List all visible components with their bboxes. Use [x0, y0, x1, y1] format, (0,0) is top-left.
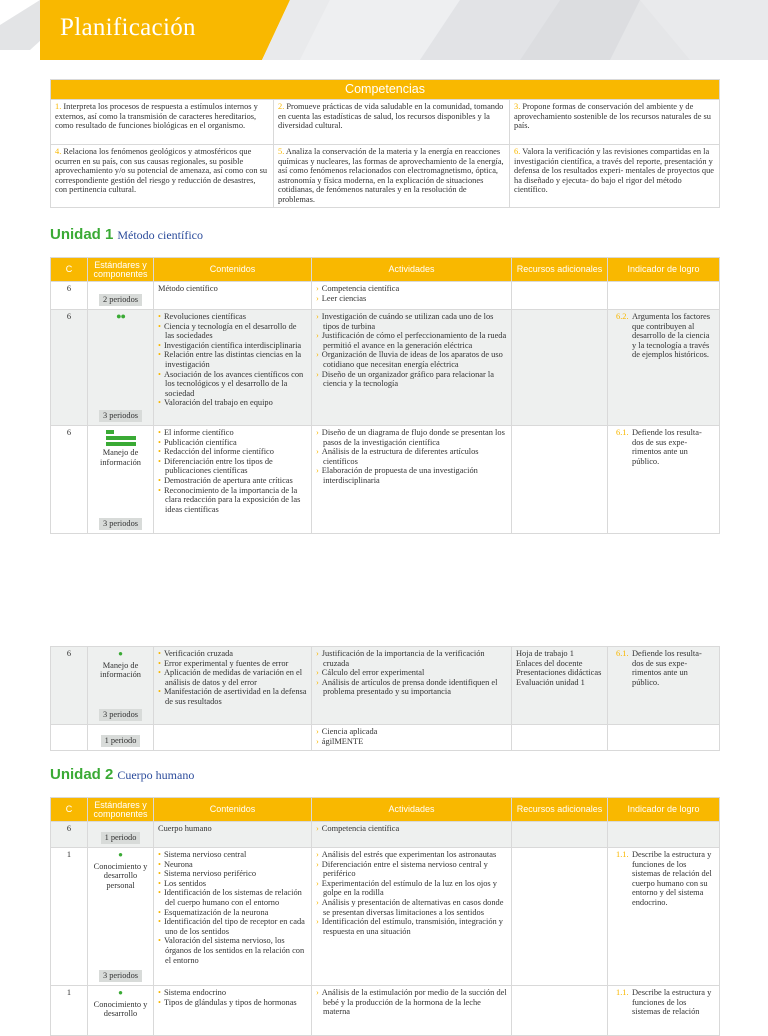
indicador-text: Defiende los resulta- dos de sus expe- rimentos ante un público.	[632, 649, 702, 687]
competencia-number: 6	[51, 647, 88, 725]
contenido-item: • Investigación científica interdisciplinaria	[158, 340, 302, 350]
contenido-item: • Sistema nervioso periférico	[158, 869, 257, 879]
col-recursos: Recursos adicionales	[512, 258, 608, 282]
competencia-3: 3. Propone formas de conservación del ambiente y de aprovechamiento sostenible de los recursos naturales de su país.	[510, 100, 720, 145]
contenido-item: • Valoración del trabajo en equipo	[158, 398, 273, 408]
bullet-icon: •	[158, 340, 161, 350]
contenido-item: • Demostración de apertura ante críticas	[158, 475, 293, 485]
actividades-cell	[312, 822, 512, 848]
contenido-item: • Ciencia y tecnología en el desarrollo de las sociedades	[158, 321, 297, 341]
competencias-table	[50, 79, 720, 208]
indicador-text: Describe la estructura y funciones de los sistemas de relación del cuerpo humano con su entorno y del sistema endocrino.	[632, 850, 712, 907]
contenido-item: • Tipos de glándulas y tipos de hormonas	[158, 997, 297, 1007]
contenido-item: • Sistema nervioso central	[158, 850, 247, 859]
competencia-2: 2. Promueve prácticas de vida saludable en la comunidad, tomando en cuenta las estadísticas de salud, los recursos disponibles y la diversidad cultural.	[274, 100, 510, 145]
estandares-cell	[88, 848, 154, 986]
bullet-icon: •	[158, 988, 161, 997]
arrow-icon: ›	[316, 466, 319, 476]
contenido-item: • Relación entre las distintas ciencias en la investigación	[158, 350, 302, 369]
indicador-number: 6.1.	[616, 649, 629, 658]
arrow-icon: ›	[316, 897, 319, 907]
estandar-label: Conocimiento y desarrollo	[93, 999, 148, 1019]
bullet-icon: •	[158, 658, 161, 668]
actividades-cell	[312, 848, 512, 986]
actividad-item: › Análisis de la estructura de diferentes artículos científicos	[316, 447, 479, 466]
contenido-item: • Identificación de los sistemas de relación del cuerpo humano con el entorno	[158, 888, 302, 907]
competencia-number: 6	[51, 822, 88, 848]
competencia-1: 1. Interpreta los procesos de respuesta a estímulos internos y externos, así como la transmisión de caracteres hereditarios, como resultado de funciones biológicas en el organismo.	[51, 100, 274, 145]
actividad-item: › Leer ciencias	[316, 293, 367, 303]
actividades-cell	[312, 986, 512, 1036]
arrow-icon: ›	[316, 312, 319, 321]
bullet-icon: •	[158, 668, 161, 678]
arrow-icon: ›	[316, 988, 319, 997]
actividades-cell	[312, 426, 512, 534]
arrow-icon: ›	[316, 350, 319, 360]
contenido-item: • Error experimental y fuentes de error	[158, 658, 289, 668]
contenidos-cell	[154, 647, 312, 725]
periodos-badge: 3 periodos	[99, 970, 142, 982]
bullet-icon: •	[158, 485, 161, 495]
bullet-icon: •	[158, 428, 161, 437]
indicador-cell	[608, 725, 720, 751]
arrow-icon: ›	[316, 668, 319, 678]
bullet-icon: •	[158, 321, 161, 331]
actividad-item: › Experimentación del estímulo de la luz en los ojos y golpe en la rodilla	[316, 878, 497, 898]
unit1-cont-table	[50, 646, 720, 751]
bullet-icon: •	[158, 312, 161, 321]
arrow-icon: ›	[316, 649, 319, 658]
bullet-icon: •	[158, 869, 161, 879]
arrow-icon: ›	[316, 850, 319, 859]
actividad-item: › Análisis y presentación de alternativas en casos donde se presentan diversas limitaciones a los sentidos	[316, 897, 504, 917]
recursos-cell	[512, 725, 608, 751]
col-estandares: Estándares y componentes	[88, 798, 154, 822]
contenidos-cell	[154, 848, 312, 986]
dot-icon: ●	[118, 988, 123, 997]
col-recursos: Recursos adicionales	[512, 798, 608, 822]
unit1-heading	[50, 226, 203, 244]
contenidos-cell	[154, 426, 312, 534]
table-row	[51, 282, 720, 310]
contenido-item: • Revoluciones científicas	[158, 312, 247, 321]
col-c: C	[51, 258, 88, 282]
bullet-icon: •	[158, 997, 161, 1007]
recurso-item: Evaluación unidad 1	[516, 677, 585, 687]
competencia-number: 1	[51, 848, 88, 986]
actividad-item: › Análisis de la estimulación por medio de la succión del bebé y la producción de la hormona de la leche materna	[316, 988, 507, 1017]
table-row	[51, 310, 720, 426]
actividad-item: › Competencia científica	[316, 284, 400, 293]
contenidos-cell	[154, 310, 312, 426]
col-estandares: Estándares y componentes	[88, 258, 154, 282]
contenido-item: • Los sentidos	[158, 878, 207, 888]
arrow-icon: ›	[316, 824, 319, 833]
indicador-cell	[608, 647, 720, 725]
recursos-cell	[512, 848, 608, 986]
indicador-cell	[608, 282, 720, 310]
arrow-icon: ›	[316, 727, 319, 736]
col-indicador: Indicador de logro	[608, 798, 720, 822]
contenidos-cell	[154, 986, 312, 1036]
unit1-subtitle: Método científico	[117, 228, 203, 242]
unit1-table	[50, 257, 720, 534]
bullet-icon: •	[158, 437, 161, 447]
bullet-icon: •	[158, 447, 161, 457]
bullet-icon: •	[158, 475, 161, 485]
indicador-number: 1.1.	[616, 850, 629, 859]
actividad-item: › Investigación de cuándo se utilizan cada uno de los tipos de turbina	[316, 312, 494, 331]
unit2-subtitle: Cuerpo humano	[117, 768, 195, 782]
contenidos-cell	[154, 822, 312, 848]
competencia-number: 6	[51, 426, 88, 534]
contenido-item: • Neurona	[158, 859, 193, 869]
contenidos-cell	[154, 282, 312, 310]
actividad-item: › Identificación del estímulo, transmisión, integración y respuesta en una situación	[316, 917, 503, 936]
arrow-icon: ›	[316, 447, 319, 457]
arrow-icon: ›	[316, 677, 319, 687]
table-row	[51, 848, 720, 986]
competencia-number: 6	[51, 282, 88, 310]
bullet-icon: •	[158, 936, 161, 946]
arrow-icon: ›	[316, 859, 319, 869]
table-row	[51, 426, 720, 534]
contenido-item: Cuerpo humano	[158, 824, 212, 833]
estandares-cell	[88, 282, 154, 310]
contenidos-cell	[154, 725, 312, 751]
dot-icon: ●	[118, 850, 123, 859]
periodos-badge: 1 periodo	[101, 735, 141, 747]
contenido-item: Método científico	[158, 284, 218, 293]
recursos-cell	[512, 310, 608, 426]
actividad-item: › Cálculo del error experimental	[316, 668, 425, 678]
bullet-icon: •	[158, 907, 161, 917]
competencia-number: 6	[51, 310, 88, 426]
table-row	[51, 647, 720, 725]
actividades-cell	[312, 725, 512, 751]
indicador-cell	[608, 986, 720, 1036]
dot-icon: ●	[118, 649, 123, 658]
table-row	[51, 725, 720, 751]
bullet-icon: •	[158, 456, 161, 466]
unit2-table	[50, 797, 720, 1036]
indicador-number: 6.2.	[616, 312, 629, 321]
col-actividades: Actividades	[312, 258, 512, 282]
contenido-item: • Asociación de los avances científicos con los tecnológicos y el desarrollo de la sociedad	[158, 369, 304, 398]
bullet-icon: •	[158, 859, 161, 869]
contenido-item: • Verificación cruzada	[158, 649, 233, 658]
bullet-icon: •	[158, 850, 161, 859]
bullet-icon: •	[158, 917, 161, 927]
unit1-label: Unidad 1	[50, 226, 114, 243]
competencia-number	[51, 725, 88, 751]
indicador-text: Describe la estructura y funciones de los sistemas de relación	[632, 988, 712, 1017]
contenido-item: • Identificación del tipo de receptor en cada uno de los sentidos	[158, 917, 305, 936]
actividades-cell	[312, 282, 512, 310]
actividad-item: › Diseño de un diagrama de flujo donde se presentan los pasos de la investigación científica	[316, 428, 505, 447]
bullet-icon: •	[158, 888, 161, 898]
arrow-icon: ›	[316, 293, 319, 303]
actividades-cell	[312, 647, 512, 725]
recursos-cell	[512, 647, 608, 725]
actividad-item: › Organización de lluvia de ideas de los aparatos de uso cotidiano que necesitan energía eléctrica	[316, 350, 503, 369]
indicador-number: 1.1.	[616, 988, 629, 997]
col-contenidos: Contenidos	[154, 258, 312, 282]
bullet-icon: •	[158, 350, 161, 360]
actividad-item: › Elaboración de propuesta de una investigación interdisciplinaria	[316, 466, 478, 485]
recursos-cell	[512, 822, 608, 848]
arrow-icon: ›	[316, 284, 319, 293]
indicador-cell	[608, 848, 720, 986]
indicador-text: Defiende los resulta- dos de sus expe- rimentos ante un público.	[632, 428, 702, 466]
arrow-icon: ›	[316, 736, 319, 746]
indicador-number: 6.1.	[616, 428, 629, 437]
indicador-cell	[608, 426, 720, 534]
actividad-item: › Ciencia aplicada	[316, 727, 378, 736]
contenido-item: • El informe científico	[158, 428, 234, 437]
indicador-text: Argumenta los factores que contribuyen al desarrollo de la ciencia y la tecnología a través de ejemplos históricos.	[632, 312, 710, 360]
actividad-item: › Análisis de artículos de prensa donde identifiquen el problema presentado y su importancia	[316, 677, 498, 697]
periodos-badge: 3 periodos	[99, 410, 142, 422]
table-row	[51, 822, 720, 848]
contenido-item: • Redacción del informe científico	[158, 447, 274, 457]
contenido-item: • Esquematización de la neurona	[158, 907, 269, 917]
competencia-4: 4. Relaciona los fenómenos geológicos y atmosféricos que ocurren en su país, con sus causas regionales, su posible aprovechamiento y/o su potencial de amenaza, así como con su correspondiente gestión del riesgo y reducción de desastres, con pertinencia cultural.	[51, 145, 274, 208]
actividades-cell	[312, 310, 512, 426]
arrow-icon: ›	[316, 917, 319, 927]
recurso-item: Enlaces del docente	[516, 658, 583, 668]
arrow-icon: ›	[316, 369, 319, 379]
contenido-item: • Publicación científica	[158, 437, 237, 447]
contenido-item: • Valoración del sistema nervioso, los órganos de los sentidos en la relación con el entorno	[158, 936, 305, 965]
recursos-cell	[512, 986, 608, 1036]
estandares-cell	[88, 822, 154, 848]
competencia-5: 5. Analiza la conservación de la materia y la energía en reacciones químicas y nucleares, las formas de aprovechamiento de la energía, así como fenómenos relacionados con electromagnetismo, óptica, astronomía y física moderna, en la explicación de situaciones cotidianas, de fenómenos naturales y en la resolución de problemas.	[274, 145, 510, 208]
col-contenidos: Contenidos	[154, 798, 312, 822]
estandares-cell	[88, 310, 154, 426]
recursos-cell	[512, 282, 608, 310]
actividad-item: › Diferenciación entre el sistema nervioso central y periférico	[316, 859, 488, 879]
recurso-item: Presentaciones didácticas	[516, 668, 602, 678]
bullet-icon: •	[158, 878, 161, 888]
table-row	[51, 986, 720, 1036]
estandar-label: Manejo de información	[100, 448, 141, 467]
col-indicador: Indicador de logro	[608, 258, 720, 282]
recurso-item: Hoja de trabajo 1	[516, 649, 574, 658]
periodos-badge: 3 periodos	[99, 518, 142, 530]
contenido-item: • Manifestación de asertividad en la defensa de sus resultados	[158, 687, 307, 706]
actividad-item: › Competencia científica	[316, 824, 400, 833]
bullet-icon: •	[158, 398, 161, 408]
actividad-item: › Análisis del estrés que experimentan los astronautas	[316, 850, 497, 859]
contenido-item: • Sistema endocrino	[158, 988, 227, 997]
info-bars-icon	[106, 430, 136, 446]
periodos-badge: 3 periodos	[99, 709, 142, 721]
col-c: C	[51, 798, 88, 822]
indicador-cell	[608, 310, 720, 426]
arrow-icon: ›	[316, 878, 319, 888]
competencias-heading: Competencias	[51, 80, 720, 100]
arrow-icon: ›	[316, 428, 319, 437]
competencia-number: 1	[51, 986, 88, 1036]
unit2-label: Unidad 2	[50, 766, 114, 783]
actividad-item: › Justificación de cómo el perfeccionamiento de la rueda permitió el avance en la generación eléctrica	[316, 331, 507, 350]
contenido-item: • Diferenciación entre los tipos de publicaciones científicas	[158, 456, 273, 476]
arrow-icon: ›	[316, 331, 319, 341]
actividad-item: › Diseño de un organizador gráfico para relacionar la ciencia y la tecnología	[316, 369, 494, 389]
estandar-label: Conocimiento y desarrollo personal	[93, 861, 148, 890]
estandar-label: Manejo de información	[100, 660, 141, 680]
recursos-cell	[512, 426, 608, 534]
contenido-item: • Reconocimiento de la importancia de la clara redacción para la exposición de las ideas científicas	[158, 485, 301, 514]
contenido-item: • Aplicación de medidas de variación en el análisis de datos y del error	[158, 668, 303, 687]
bullet-icon: •	[158, 369, 161, 379]
bullet-icon: •	[158, 649, 161, 658]
col-actividades: Actividades	[312, 798, 512, 822]
estandares-cell	[88, 725, 154, 751]
competencia-6: 6. Valora la verificación y las revisiones compartidas en la investigación científica, a través del reporte, presentación y defensa de los resultados experi- mentales de proyectos que ha diseñado y ejecuta- do bajo el rigor del método científico.	[510, 145, 720, 208]
periodos-badge: 1 periodo	[101, 832, 141, 844]
estandares-cell	[88, 426, 154, 534]
estandares-cell	[88, 647, 154, 725]
indicador-cell	[608, 822, 720, 848]
estandares-cell	[88, 986, 154, 1036]
actividad-item: › ágilMENTE	[316, 736, 364, 746]
unit2-heading	[50, 766, 194, 784]
periodos-badge: 2 periodos	[99, 294, 142, 306]
bullet-icon: •	[158, 687, 161, 697]
dots-icon: ●●	[116, 311, 125, 321]
actividad-item: › Justificación de la importancia de la verificación cruzada	[316, 649, 485, 668]
page-title: Planificación	[60, 14, 196, 41]
